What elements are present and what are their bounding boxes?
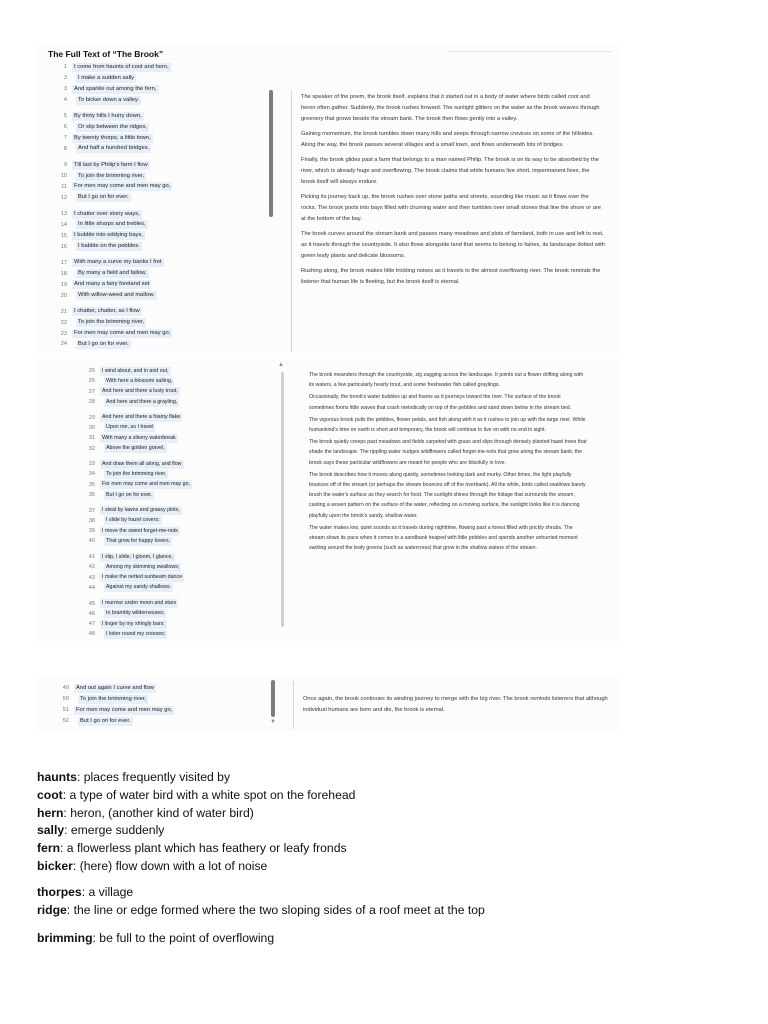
- glossary-entry: [37, 884, 737, 902]
- line-text: I chatter over stony ways,: [74, 210, 140, 217]
- poem-line: [77, 412, 272, 422]
- line-text: I make the netted sunbeam dance: [102, 574, 183, 581]
- poem-line: [77, 376, 272, 386]
- glossary-entry: [37, 787, 737, 805]
- glossary-term: ridge: [37, 902, 67, 917]
- glossary-term: hern: [37, 805, 64, 820]
- poem-column: [49, 62, 254, 352]
- line-number: 19: [60, 281, 67, 288]
- summary-paragraph: Once again, the brook continues its winding journey to merge with the big river. The brook reminds listeners that although individual humans are born and die, the brook is eternal.: [303, 696, 608, 713]
- glossary-definition: : heron, (another kind of water bird): [63, 805, 254, 820]
- stanza: [77, 459, 272, 500]
- glossary-definition: : the line or edge formed where the two sloping sides of a roof meet at the top: [66, 902, 485, 917]
- line-text: To join the brimming river,: [78, 319, 145, 326]
- poem-line: [49, 257, 254, 268]
- column-divider: [291, 90, 292, 352]
- line-text: And sparkle out among the fern,: [74, 85, 157, 92]
- line-text: I move the sweet forget-me-nots: [102, 527, 178, 534]
- glossary-group-1: [37, 769, 737, 876]
- glossary-entry: [37, 858, 737, 876]
- line-number: 28: [88, 399, 95, 406]
- summary-paragraph: The brook describes how it moves along quietly, sometimes looking dark and murky. Other times, the light playfully bounces off of the stream (or perhaps the stream bounces off of the riverbank). All the while, birds called swallows barely brush the water's surface as they search for food. The sunlight shines through the foliage that surrounds the stream, casting a woven pattern on the surface of the water, reflecting on a moving surface, the sunlight looks like it is dancing playfully upon the brook's sandy, shallow water.: [309, 471, 586, 519]
- poem-line: [49, 219, 254, 230]
- line-text: Against my sandy shallows.: [106, 584, 172, 591]
- scroll-up-icon[interactable]: ▲: [278, 362, 284, 368]
- line-text: I come from haunts of coot and hern,: [74, 63, 169, 70]
- glossary-definition: : places frequently visited by: [76, 770, 231, 784]
- line-text: With here a blossom sailing,: [106, 377, 173, 384]
- poem-line: [77, 619, 272, 629]
- glossary-term: bicker: [37, 858, 73, 873]
- line-number: 20: [60, 292, 67, 299]
- line-text: To join the brimming river,: [80, 695, 147, 702]
- summary-column: [301, 694, 611, 720]
- scrollbar-thumb[interactable]: [269, 90, 273, 217]
- poem-line: [77, 536, 272, 546]
- poem-line: [77, 573, 272, 583]
- line-text: And here and there a foamy flake: [102, 414, 181, 421]
- line-text: To join the brimming river,: [106, 470, 167, 477]
- poem-column: [77, 366, 272, 645]
- glossary-definition: : (here) flow down with a lot of noise: [72, 858, 268, 873]
- line-number: 1: [63, 64, 67, 71]
- poem-line: [77, 629, 272, 639]
- poem-line: [77, 505, 272, 515]
- poem-line: [49, 122, 254, 133]
- poem-line: [49, 230, 254, 241]
- poem-line: [49, 192, 254, 203]
- scrollbar-track[interactable]: [281, 372, 284, 627]
- poem-line: [49, 62, 254, 73]
- line-number: 3: [63, 75, 67, 82]
- poem-line: [77, 397, 272, 407]
- line-number: 22: [60, 319, 67, 326]
- line-text: Above the golden gravel,: [106, 445, 165, 452]
- line-text: I linger by my shingly bars;: [102, 620, 165, 627]
- line-number: 52: [62, 718, 69, 725]
- line-text: I slip, I slide, I gloom, I glance,: [102, 553, 173, 560]
- line-text: Upon me, as I travel: [106, 424, 154, 431]
- line-number: 40: [88, 538, 95, 545]
- poem-line: [49, 160, 254, 171]
- line-number: 33: [88, 461, 95, 468]
- line-text: I slide by hazel covers;: [106, 517, 160, 524]
- poem-line: [49, 241, 254, 252]
- stanza: [49, 62, 254, 106]
- stanza: [77, 598, 272, 639]
- poem-line: [49, 73, 254, 84]
- glossary-entry: [37, 902, 737, 920]
- line-text: For men may come and men may go,: [76, 706, 173, 713]
- line-text: I steal by lawns and grassy plots,: [102, 507, 180, 514]
- line-number: 14: [60, 221, 67, 228]
- line-number: 39: [88, 528, 95, 535]
- line-number: 23: [60, 330, 67, 337]
- line-number: 25: [88, 368, 95, 375]
- line-text: Or slip between the ridges,: [78, 123, 147, 130]
- line-number: 36: [88, 492, 95, 498]
- line-number: 26: [88, 378, 95, 385]
- line-number: 47: [88, 621, 95, 628]
- line-text: I bubble into eddying bays,: [74, 232, 143, 239]
- poem-line: [49, 84, 254, 95]
- line-number: 7: [63, 135, 67, 142]
- line-text: And half a hundred bridges.: [78, 145, 150, 152]
- line-number: 12: [60, 194, 67, 201]
- poem-line: [49, 209, 254, 220]
- line-number: 46: [88, 610, 95, 617]
- line-text: But I go on for ever.: [80, 717, 131, 724]
- poem-line: [49, 171, 254, 182]
- line-text: To bicker down a valley.: [78, 96, 140, 103]
- stanza: [49, 306, 254, 350]
- stanza: [51, 683, 251, 727]
- glossary-term: coot: [37, 787, 63, 802]
- divider: [447, 51, 612, 52]
- line-number: 49: [62, 685, 69, 692]
- line-number: 41: [88, 554, 95, 561]
- glossary-term: fern: [37, 841, 61, 856]
- glossary-term: brimming: [37, 931, 93, 945]
- line-text: I chatter, chatter, as I flow: [74, 308, 140, 315]
- poem-line: [49, 306, 254, 317]
- line-number: 17: [60, 259, 67, 266]
- line-text: I wind about, and in and out,: [102, 367, 169, 374]
- poem-line: [77, 516, 272, 526]
- line-text: By thirty hills I hurry down,: [74, 112, 142, 119]
- poem-line: [77, 387, 272, 397]
- glossary-entry: [37, 769, 737, 787]
- poem-line: [49, 95, 254, 106]
- line-number: 32: [88, 445, 95, 452]
- glossary-entry: [37, 822, 737, 840]
- line-number: 5: [63, 113, 67, 120]
- line-text: And many a fairy foreland set: [74, 281, 150, 288]
- glossary-term: sally: [37, 823, 65, 838]
- poem-line: [77, 490, 272, 500]
- line-number: 37: [88, 507, 95, 514]
- poem-line: [77, 583, 272, 593]
- line-text: With many a curve my banks I fret: [74, 259, 162, 266]
- column-divider: [293, 681, 294, 729]
- line-number: 30: [88, 424, 95, 431]
- line-number: 21: [60, 308, 67, 315]
- line-text: That grow for happy lovers.: [106, 537, 171, 544]
- poem-line: [77, 469, 272, 479]
- line-text: With willow-weed and mallow.: [78, 292, 155, 299]
- poem-line: [77, 526, 272, 536]
- line-number: 15: [60, 232, 67, 239]
- poem-line: [51, 694, 251, 705]
- line-number: 48: [88, 631, 95, 638]
- poem-line: [77, 459, 272, 469]
- line-text: But I go on for ever.: [106, 491, 153, 498]
- stanza: [49, 209, 254, 253]
- line-number: 11: [61, 183, 67, 190]
- line-text: For men may come and men may go,: [102, 481, 191, 488]
- poem-line: [77, 423, 272, 433]
- line-number: 8: [63, 145, 67, 152]
- summary-paragraph: The brook curves around the stream bank and passes many meadows and plots of farmland, both in use and left to rest, as it travels through the countryside. It also flows alongside land that seems to belong to fairies, its landscape dotted with green leafy plants and delicate blossoms.: [301, 231, 605, 259]
- glossary-group-2: [37, 884, 737, 920]
- summary-paragraph: Rushing along, the brook makes little trickling noises as it travels to the almost overflowing river. The brook reminds the listener that human life is fleeting, but the brook itself is eternal.: [301, 268, 601, 285]
- glossary-definition: : a flowerless plant which has feathery or leafy fronds: [60, 841, 347, 856]
- poem-line: [77, 552, 272, 562]
- page-title: The Full Text of “The Brook”: [48, 49, 164, 59]
- scrollbar-thumb[interactable]: [271, 680, 275, 717]
- glossary-definition: : be full to the point of overflowing: [92, 931, 275, 945]
- poem-line: [51, 705, 251, 716]
- line-text: Among my skimming swallows;: [106, 563, 180, 570]
- line-number: 16: [60, 243, 67, 250]
- glossary-term: haunts: [37, 770, 77, 784]
- poem-column: [51, 683, 251, 732]
- glossary-definition: : a village: [81, 885, 134, 899]
- summary-column: [299, 92, 607, 292]
- line-text: For men may come and men may go,: [74, 330, 171, 337]
- line-text: Till last by Philip's farm I flow: [74, 161, 148, 168]
- summary-paragraph: The brook quietly creeps past meadows and fields carpeted with grass and slips through densely planted hazel trees that shade the landscape. The rippling water nudges wildflowers called forget-me-nots that grow along the stream bank; the brook says these particular wildflowers are meant for people who are blissfully in love.: [309, 439, 587, 466]
- summary-paragraph: The brook meanders through the countryside, zig zagging across the landscape. It points out a flower drifting along with its waters, a few particularly hearty trout, and some freshwater fish called graylings.: [309, 372, 584, 389]
- line-number: 24: [60, 341, 67, 348]
- poem-line: [49, 111, 254, 122]
- glossary-definition: : a type of water bird with a white spot on the forehead: [62, 787, 356, 802]
- line-text: But I go on for ever.: [78, 194, 129, 201]
- poem-line: [77, 433, 272, 443]
- line-number: 35: [88, 481, 95, 488]
- line-text: I murmur under moon and stars: [102, 600, 177, 607]
- line-text: And out again I curve and flow: [76, 684, 154, 691]
- stanza: [77, 505, 272, 546]
- poem-line: [49, 182, 254, 193]
- line-text: I babble on the pebbles.: [78, 243, 140, 250]
- poem-line: [51, 716, 251, 727]
- stanza: [77, 552, 272, 593]
- glossary-term: thorpes: [37, 885, 82, 899]
- poem-line: [77, 366, 272, 376]
- glossary-entry: [37, 805, 737, 823]
- line-number: 6: [63, 124, 67, 131]
- poem-line: [77, 443, 272, 453]
- line-number: 4: [63, 97, 67, 104]
- poem-line: [49, 268, 254, 279]
- poem-line: [77, 598, 272, 608]
- poem-line: [77, 480, 272, 490]
- poem-line: [49, 144, 254, 155]
- line-number: 43: [88, 574, 95, 581]
- line-number: 42: [88, 564, 95, 571]
- line-text: By many a field and fallow,: [78, 270, 147, 277]
- line-text: I loiter round my cresses;: [106, 630, 166, 637]
- line-number: 51: [62, 707, 69, 714]
- line-text: And here and there a lusty trout,: [102, 388, 178, 395]
- poem-line: [49, 328, 254, 339]
- glossary-entry: [37, 840, 737, 858]
- poem-line: [51, 683, 251, 694]
- summary-column: [307, 370, 589, 555]
- poem-line: [49, 279, 254, 290]
- line-text: And here and there a grayling,: [106, 398, 178, 405]
- summary-paragraph: The water makes low, quiet sounds as it travels during nighttime, flowing past a forest filled with prickly shrubs. The stream slows its pace when it comes to a sandbank heaped with little pebbles and spends another unhurried moment swirling around the leafy greens (such as watercress) that grow in the shallow waters of the stream.: [309, 524, 578, 552]
- poem-line: [49, 317, 254, 328]
- summary-paragraph: Finally, the brook glides past a farm that belongs to a man named Philip. The brook is on its way to be absorbed by the river, which is already huge and overflowing. The brook claims that while humans live short, impermanent lives, the brook itself will always endure.: [301, 157, 599, 185]
- line-text: In brambly wildernesses;: [106, 610, 165, 617]
- poem-panel-2: [37, 358, 620, 642]
- summary-paragraph: The speaker of the poem, the brook itself, explains that it started out in a body of water where birds called coot and heron often gather. Suddenly, the brook rushes forward. The sunlight glitters on the water as the brook weaves through greenery that grows beside the stream bank. The brook then flows gently into a valley.: [301, 94, 600, 122]
- line-number: 38: [88, 517, 95, 524]
- scroll-down-icon[interactable]: ▼: [270, 719, 276, 725]
- line-number: 34: [88, 471, 95, 478]
- stanza: [49, 257, 254, 301]
- poem-line: [49, 339, 254, 350]
- line-number: 50: [62, 696, 69, 703]
- line-text: I make a sudden sally: [78, 74, 135, 81]
- stanza: [49, 111, 254, 155]
- glossary-group-3: [37, 930, 737, 948]
- line-number: 9: [63, 162, 67, 169]
- line-text: But I go on for ever.: [78, 340, 129, 347]
- line-text: In little sharps and trebles,: [78, 221, 146, 228]
- line-number: 31: [88, 435, 95, 442]
- poem-line: [49, 133, 254, 144]
- summary-paragraph: The vigorous brook pulls the pebbles, flower petals, and fish along with it as it rushes to join up with the large river. While humankind's time on earth is short and temporary, the brook will continue to live on with no end in sight.: [309, 416, 586, 434]
- summary-paragraph: Picking its journey back up, the brook rushes over stone paths and streets, sounding like music as it flows over the rocks. The brook pools into bays filled with churning water and then tumbles over small stones that line the shore or are at the bottom of the bay.: [301, 194, 601, 222]
- line-number: 27: [88, 388, 95, 395]
- stanza: [49, 160, 254, 204]
- poem-line: [49, 290, 254, 301]
- line-number: 10: [60, 173, 67, 180]
- line-number: 29: [88, 414, 95, 421]
- stanza: [77, 412, 272, 453]
- summary-paragraph: Occasionally, the brook's water bubbles up and foams as it journeys toward the river. The surface of the brook sometimes forms little waves that crash melodically on top of the pebbles and sand down below in the stream bed.: [309, 394, 572, 411]
- line-text: With many a silvery waterbreak: [102, 434, 176, 441]
- poem-panel-1: [37, 45, 620, 352]
- line-number: 3: [63, 86, 67, 93]
- stanza: [77, 366, 272, 407]
- poem-line: [77, 562, 272, 572]
- line-number: 44: [88, 584, 95, 591]
- line-text: For men may come and men may go,: [74, 183, 171, 190]
- poem-line: [77, 609, 272, 619]
- line-number: 18: [60, 270, 67, 277]
- line-text: By twenty thorps, a little town,: [74, 134, 151, 141]
- line-text: And draw them all along, and flow: [102, 460, 182, 467]
- line-text: To join the brimming river,: [78, 172, 145, 179]
- line-number: 13: [60, 211, 67, 218]
- poem-panel-3: [37, 676, 620, 732]
- glossary-definition: : emerge suddenly: [64, 823, 165, 838]
- glossary-entry: [37, 930, 737, 948]
- summary-paragraph: Gaining momentum, the brook tumbles down many hills and seeps through narrow crevices on some of the hillsides. Along the way, the brook passes several villages and a small town, and flows underneath lots of bridges.: [301, 131, 594, 148]
- line-number: 45: [88, 600, 95, 607]
